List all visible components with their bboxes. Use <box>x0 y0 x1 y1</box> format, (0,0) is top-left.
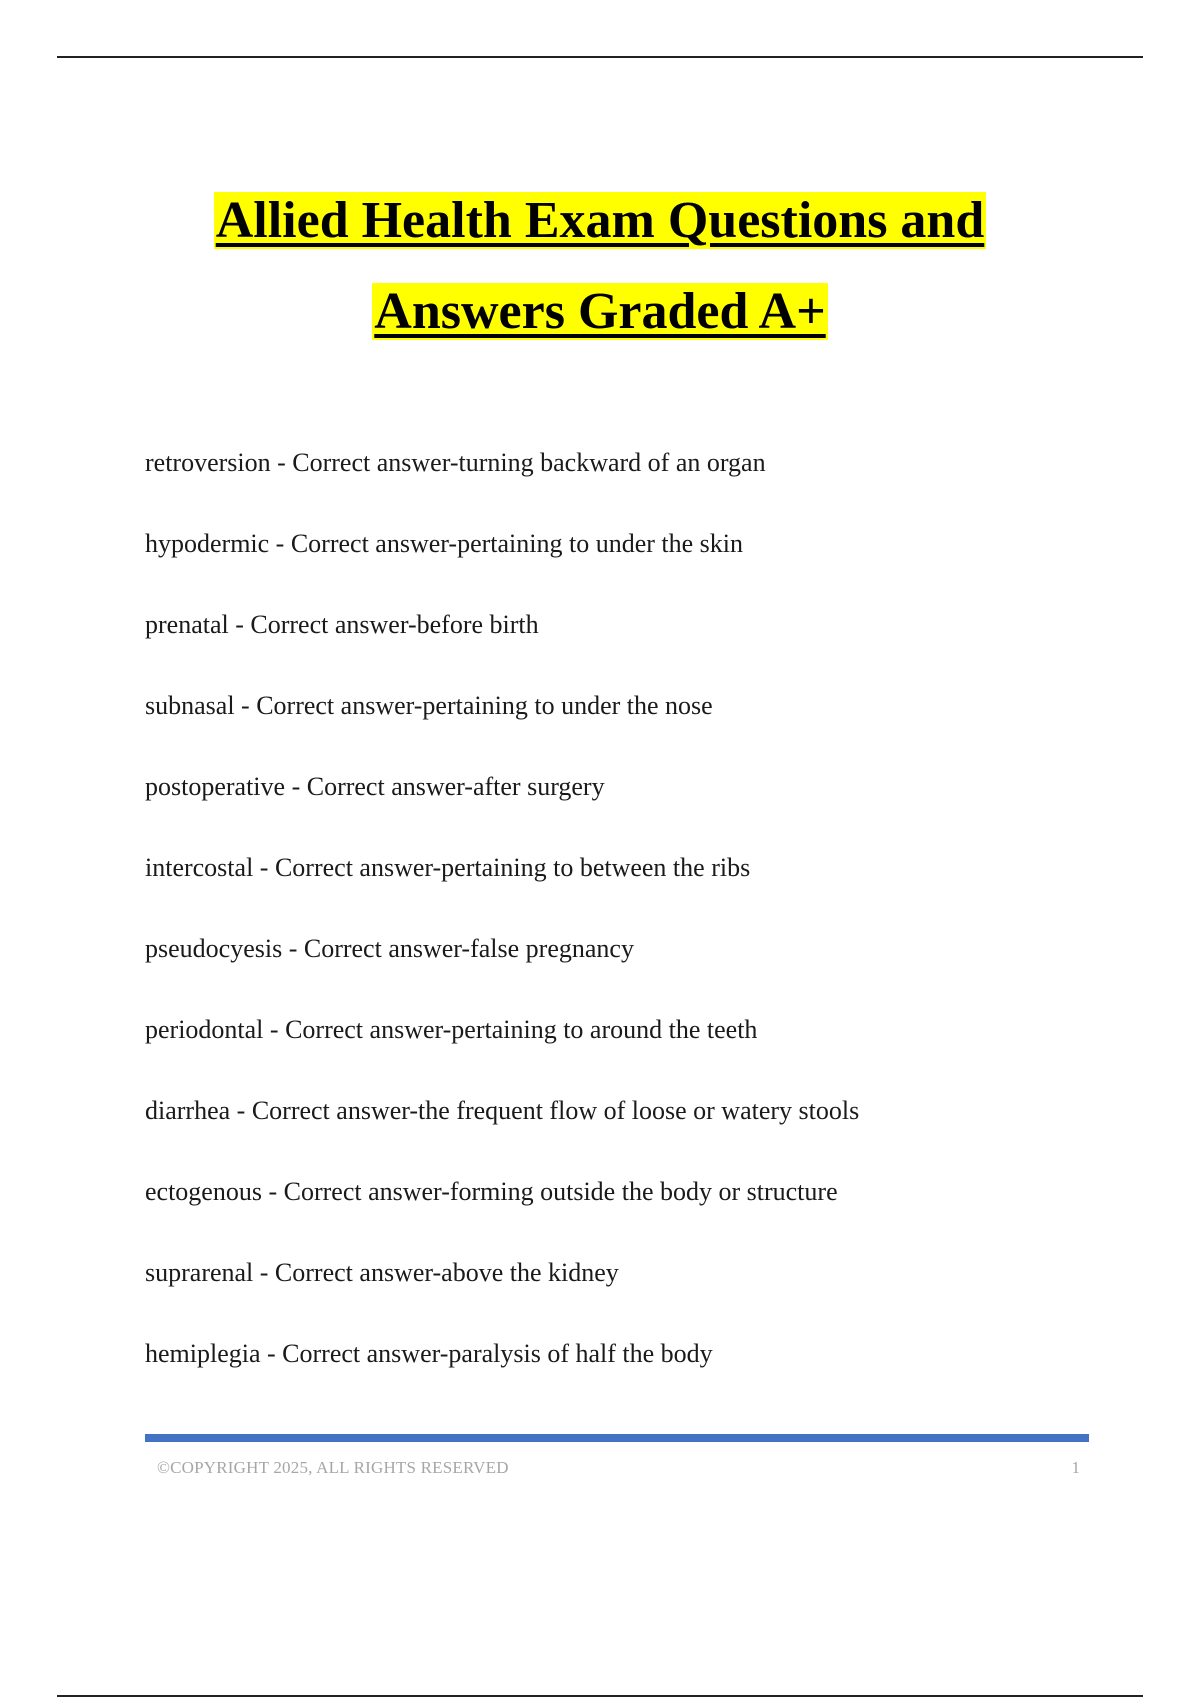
list-item: periodontal - Correct answer-pertaining to around the teeth <box>145 1015 758 1044</box>
title-line-1: Allied Health Exam Questions and <box>215 192 985 249</box>
bottom-rule <box>57 1695 1143 1697</box>
answer-list <box>145 450 1105 1422</box>
list-item: pseudocyesis - Correct answer-false pregnancy <box>145 934 634 963</box>
list-item: suprarenal - Correct answer-above the kidney <box>145 1258 619 1287</box>
list-item: diarrhea - Correct answer-the frequent flow of loose or watery stools <box>145 1096 860 1125</box>
list-item: postoperative - Correct answer-after surgery <box>145 772 605 801</box>
footer-bar <box>145 1434 1089 1442</box>
list-item: prenatal - Correct answer-before birth <box>145 610 539 639</box>
list-item: retroversion - Correct answer-turning backward of an organ <box>145 448 766 477</box>
list-item: hypodermic - Correct answer-pertaining to under the skin <box>145 529 744 558</box>
list-item: intercostal - Correct answer-pertaining to between the ribs <box>145 853 751 882</box>
page-number: 1 <box>1071 1458 1080 1477</box>
list-item: subnasal - Correct answer-pertaining to under the nose <box>145 691 713 720</box>
list-item: hemiplegia - Correct answer-paralysis of half the body <box>145 1339 713 1368</box>
top-rule <box>57 56 1143 58</box>
footer-copyright: ©COPYRIGHT 2025, ALL RIGHTS RESERVED <box>157 1458 509 1477</box>
document-title <box>0 175 1200 357</box>
list-item: ectogenous - Correct answer-forming outside the body or structure <box>145 1177 838 1206</box>
title-line-2: Answers Graded A+ <box>374 283 826 340</box>
